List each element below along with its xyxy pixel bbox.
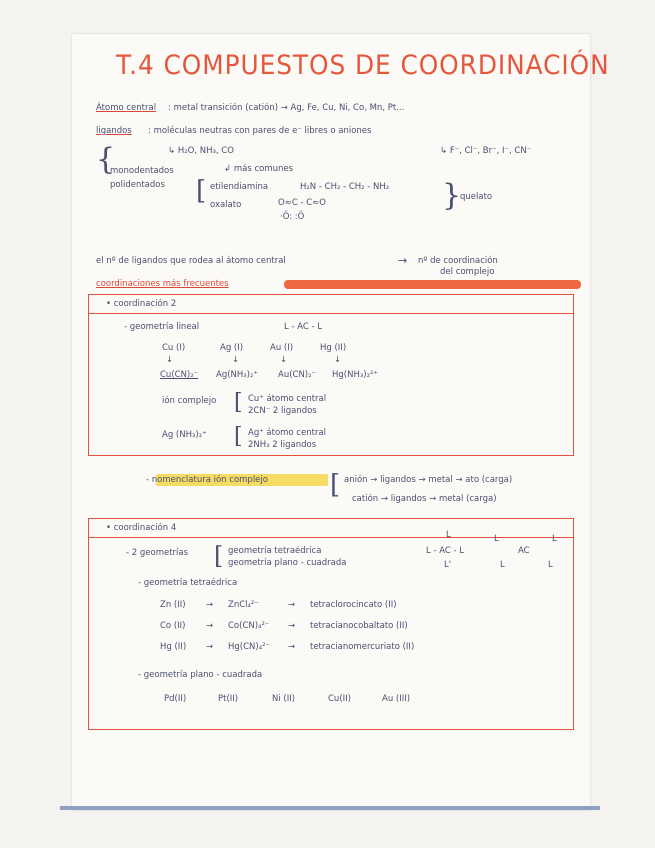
mas-comunes: ↲ más comunes — [224, 164, 294, 174]
tetra-complex: ZnCl₄²⁻ — [228, 600, 259, 610]
nomenclatura-label: - nomenclatura ión complejo — [146, 475, 268, 485]
tetra-metal: Co (II) — [160, 621, 186, 631]
tetra-complex: Hg(CN)₄²⁻ — [228, 642, 271, 652]
nc-result-1: nº de coordinación — [418, 256, 498, 266]
oxalato: oxalato — [210, 200, 242, 210]
nomenclatura-brace: [ — [330, 470, 341, 500]
ex1-line2: 2CN⁻ 2 ligandos — [248, 406, 317, 416]
plano-metal: Au (III) — [382, 694, 411, 704]
arrow-down: ↓ — [280, 355, 288, 365]
ligand-l: L — [548, 560, 553, 570]
ion-complejo: ión complejo — [162, 396, 217, 406]
ligandos-brace: { — [96, 142, 116, 177]
arrow-down: ↓ — [334, 355, 342, 365]
atomo-central-text: : metal transición (catión) → Ag, Fe, Cu, Ni, Co, Mn, Pt... — [168, 103, 405, 113]
ex1-line1: Cu⁺ átomo central — [248, 394, 327, 404]
ligand-l: L — [500, 560, 505, 570]
tetra-arrow: → — [206, 642, 214, 652]
coordinacion-4-header: • coordinación 4 — [106, 523, 177, 533]
tetra-name: tetracianomercuriato (II) — [310, 642, 415, 652]
arrow-down: ↓ — [232, 355, 240, 365]
etilendiamina: etilendiamina — [210, 182, 269, 192]
complex-cu: Cu(CN)₂⁻ — [160, 370, 199, 380]
ex2-line1: Ag⁺ átomo central — [248, 428, 327, 438]
tetra-complex: Co(CN)₄²⁻ — [228, 621, 270, 631]
polidentados-brace: [ — [196, 176, 207, 206]
geometria-lineal-formula: L - AC - L — [284, 322, 323, 332]
tetra-arrow: → — [206, 621, 214, 631]
metal-au-i: Au (I) — [270, 343, 294, 353]
ex2-formula: Ag (NH₃)₂⁺ — [162, 430, 207, 440]
neutral-ligands: ↳ H₂O, NH₃, CO — [168, 146, 234, 156]
tetra-name: tetraclorocincato (II) — [310, 600, 397, 610]
nomenclatura-cation: catión → ligandos → metal (carga) — [352, 494, 497, 504]
geometrias-label: - 2 geometrías — [126, 548, 189, 558]
ligand-l: L — [552, 534, 557, 544]
tetra-name: tetracianocobaltato (II) — [310, 621, 408, 631]
arrow-down: ↓ — [166, 355, 174, 365]
metal-cu-i: Cu (I) — [162, 343, 186, 353]
polidentados: polidentados — [110, 180, 165, 190]
tetra-arrow: → — [288, 600, 296, 610]
metal-ag-i: Ag (I) — [220, 343, 244, 353]
etilendiamina-formula: H₂N - CH₂ - CH₂ - NH₂ — [300, 182, 390, 192]
quelato: quelato — [460, 192, 493, 202]
plano-diagram: AC — [518, 546, 530, 556]
anion-ligands: ↳ F⁻, Cl⁻, Br⁻, I⁻, CN⁻ — [440, 146, 532, 156]
nomenclatura-anion: anión → ligandos → metal → ato (carga) — [344, 475, 513, 485]
ligand-l: L — [494, 534, 499, 544]
atomo-central-label: Átomo central — [96, 103, 157, 113]
page-edge — [60, 806, 600, 810]
complex-ag: Ag(NH₃)₂⁺ — [216, 370, 258, 380]
geom-plano-cuadrada: geometría plano - cuadrada — [228, 558, 347, 568]
oxalato-oxygens: ·Ö: :Ö — [280, 212, 305, 222]
tetra-arrow: → — [206, 600, 214, 610]
geometrias-brace: [ — [214, 542, 224, 570]
quelato-brace: } — [442, 178, 462, 213]
complex-hg: Hg(NH₃)₂²⁺ — [332, 370, 378, 380]
highlight-marker — [284, 280, 581, 289]
ex2-line2: 2NH₃ 2 ligandos — [248, 440, 317, 450]
nc-result-2: del complejo — [440, 267, 495, 277]
tetra-metal: Hg (II) — [160, 642, 187, 652]
oxalato-formula: O≈C - C≈O — [278, 198, 326, 208]
nc-definition: el nº de ligandos que rodea al átomo central — [96, 256, 286, 266]
geometria-lineal: - geometría lineal — [124, 322, 200, 332]
plano-label: - geometría plano - cuadrada — [138, 670, 263, 680]
ex2-brace: [ — [234, 424, 243, 449]
plano-metal: Pd(II) — [164, 694, 187, 704]
nc-arrow: → — [398, 254, 408, 267]
page-title: T.4 COMPUESTOS DE COORDINACIÓN — [116, 50, 610, 81]
tetra-label: - geometría tetraédrica — [138, 578, 238, 588]
tetra-diagram: L - AC - L — [426, 546, 465, 556]
plano-metal: Pt(II) — [218, 694, 239, 704]
complex-au: Au(CN)₂⁻ — [278, 370, 317, 380]
tetra-arrow: → — [288, 642, 296, 652]
tetra-metal: Zn (II) — [160, 600, 186, 610]
ligandos-label: ligandos — [96, 126, 132, 136]
plano-metal: Ni (II) — [272, 694, 296, 704]
ligand-l: L — [446, 530, 451, 540]
ligand-l: L' — [444, 560, 452, 570]
monodentados: monodentados — [110, 166, 174, 176]
ion-brace: [ — [234, 390, 243, 415]
plano-metal: Cu(II) — [328, 694, 351, 704]
tetra-arrow: → — [288, 621, 296, 631]
geom-tetraedrica: geometría tetraédrica — [228, 546, 322, 556]
coordinaciones-label: coordinaciones más frecuentes — [96, 279, 229, 289]
metal-hg-ii: Hg (II) — [320, 343, 347, 353]
coordinacion-2-header: • coordinación 2 — [106, 299, 177, 309]
ligandos-text: : moléculas neutras con pares de e⁻ libres o aniones — [148, 126, 372, 136]
